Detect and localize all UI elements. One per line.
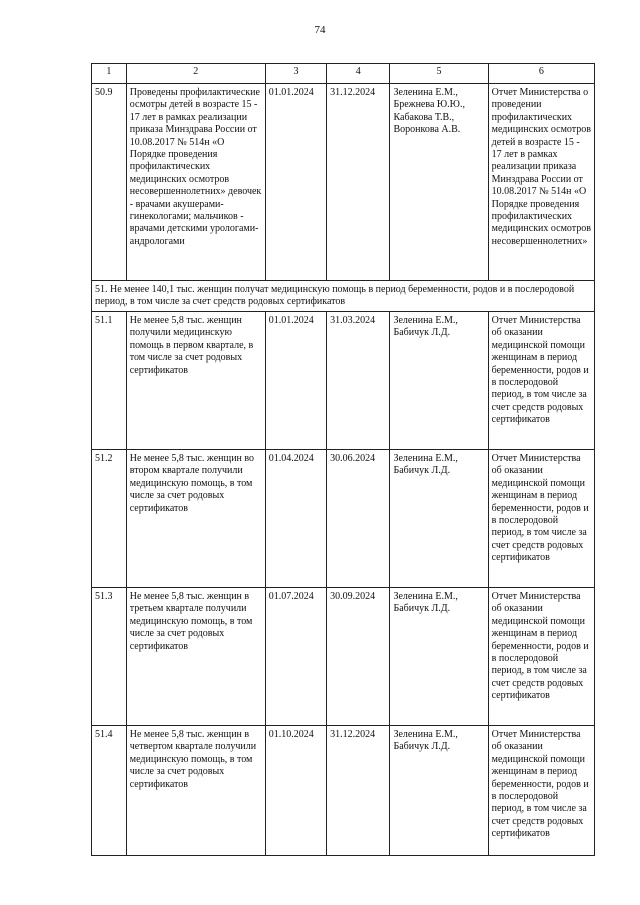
row-start-date: 01.07.2024: [265, 588, 326, 726]
row-end-date: 30.09.2024: [327, 588, 390, 726]
table-header-row: [92, 64, 595, 84]
header-cell: 6: [488, 64, 594, 84]
row-responsible: Зеленина Е.М., Бабичук Л.Д.: [390, 726, 488, 856]
row-number: 50.9: [92, 84, 127, 281]
row-end-date: 31.03.2024: [327, 312, 390, 450]
plan-table: [91, 63, 595, 856]
header-cell: 1: [92, 64, 127, 84]
row-report: Отчет Министерства об оказании медицинской помощи женщинам в период беременности, родов и в послеродовой период, в том числе за счет средств родовых сертификатов: [488, 450, 594, 588]
row-start-date: 01.04.2024: [265, 450, 326, 588]
row-report: Отчет Министерства о проведении профилактических медицинских осмотров детей в возрасте 15 - 17 лет в рамках реализации приказа Минздрава России от 10.08.2017 № 514н «О Порядке проведения профилактических медицинских осмотров несовершеннолетних»: [488, 84, 594, 281]
row-start-date: 01.01.2024: [265, 312, 326, 450]
row-responsible: Зеленина Е.М., Бабичук Л.Д.: [390, 450, 488, 588]
header-cell: 3: [265, 64, 326, 84]
row-responsible: Зеленина Е.М., Бабичук Л.Д.: [390, 588, 488, 726]
row-start-date: 01.01.2024: [265, 84, 326, 281]
row-number: 51.1: [92, 312, 127, 450]
row-description: Не менее 5,8 тыс. женщин получили медицинскую помощь в первом квартале, в том числе за счет родовых сертификатов: [126, 312, 265, 450]
section-heading: 51. Не менее 140,1 тыс. женщин получат медицинскую помощь в период беременности, родов и в послеродовой период, в том числе за счет средств родовых сертификатов: [92, 281, 595, 312]
row-description: Не менее 5,8 тыс. женщин в третьем квартале получили медицинскую помощь, в том числе за счет родовых сертификатов: [126, 588, 265, 726]
row-report: Отчет Министерства об оказании медицинской помощи женщинам в период беременности, родов и в послеродовой период, в том числе за счет средств родовых сертификатов: [488, 312, 594, 450]
table-row: [92, 588, 595, 726]
table-row: [92, 84, 595, 281]
row-description: Проведены профилактические осмотры детей в возрасте 15 - 17 лет в рамках реализации приказа Минздрава России от 10.08.2017 № 514н «О Порядке проведения профилактических медицинских осмотров несовершеннолетних» девочек - врачами акушерами-гинекологами; мальчиков - врачами детскими урологами-андрологами: [126, 84, 265, 281]
row-description: Не менее 5,8 тыс. женщин во втором квартале получили медицинскую помощь, в том числе за счет родовых сертификатов: [126, 450, 265, 588]
row-responsible: Зеленина Е.М., Бабичук Л.Д.: [390, 312, 488, 450]
row-responsible: Зеленина Е.М., Брежнева Ю.Ю., Кабакова Т.В., Воронкова А.В.: [390, 84, 488, 281]
row-report: Отчет Министерства об оказании медицинской помощи женщинам в период беременности, родов и в послеродовой период, в том числе за счет средств родовых сертификатов: [488, 588, 594, 726]
row-end-date: 30.06.2024: [327, 450, 390, 588]
header-cell: 4: [327, 64, 390, 84]
row-start-date: 01.10.2024: [265, 726, 326, 856]
row-description: Не менее 5,8 тыс. женщин в четвертом квартале получили медицинскую помощь, в том числе за счет родовых сертификатов: [126, 726, 265, 856]
page-number: 74: [314, 24, 326, 36]
row-number: 51.3: [92, 588, 127, 726]
table-row: [92, 312, 595, 450]
row-end-date: 31.12.2024: [327, 726, 390, 856]
header-cell: 2: [126, 64, 265, 84]
table-row: [92, 726, 595, 856]
row-number: 51.2: [92, 450, 127, 588]
row-number: 51.4: [92, 726, 127, 856]
table-row: [92, 450, 595, 588]
row-report: Отчет Министерства об оказании медицинской помощи женщинам в период беременности, родов и в послеродовой период, в том числе за счет средств родовых сертификатов: [488, 726, 594, 856]
row-end-date: 31.12.2024: [327, 84, 390, 281]
section-row: [92, 281, 595, 312]
header-cell: 5: [390, 64, 488, 84]
